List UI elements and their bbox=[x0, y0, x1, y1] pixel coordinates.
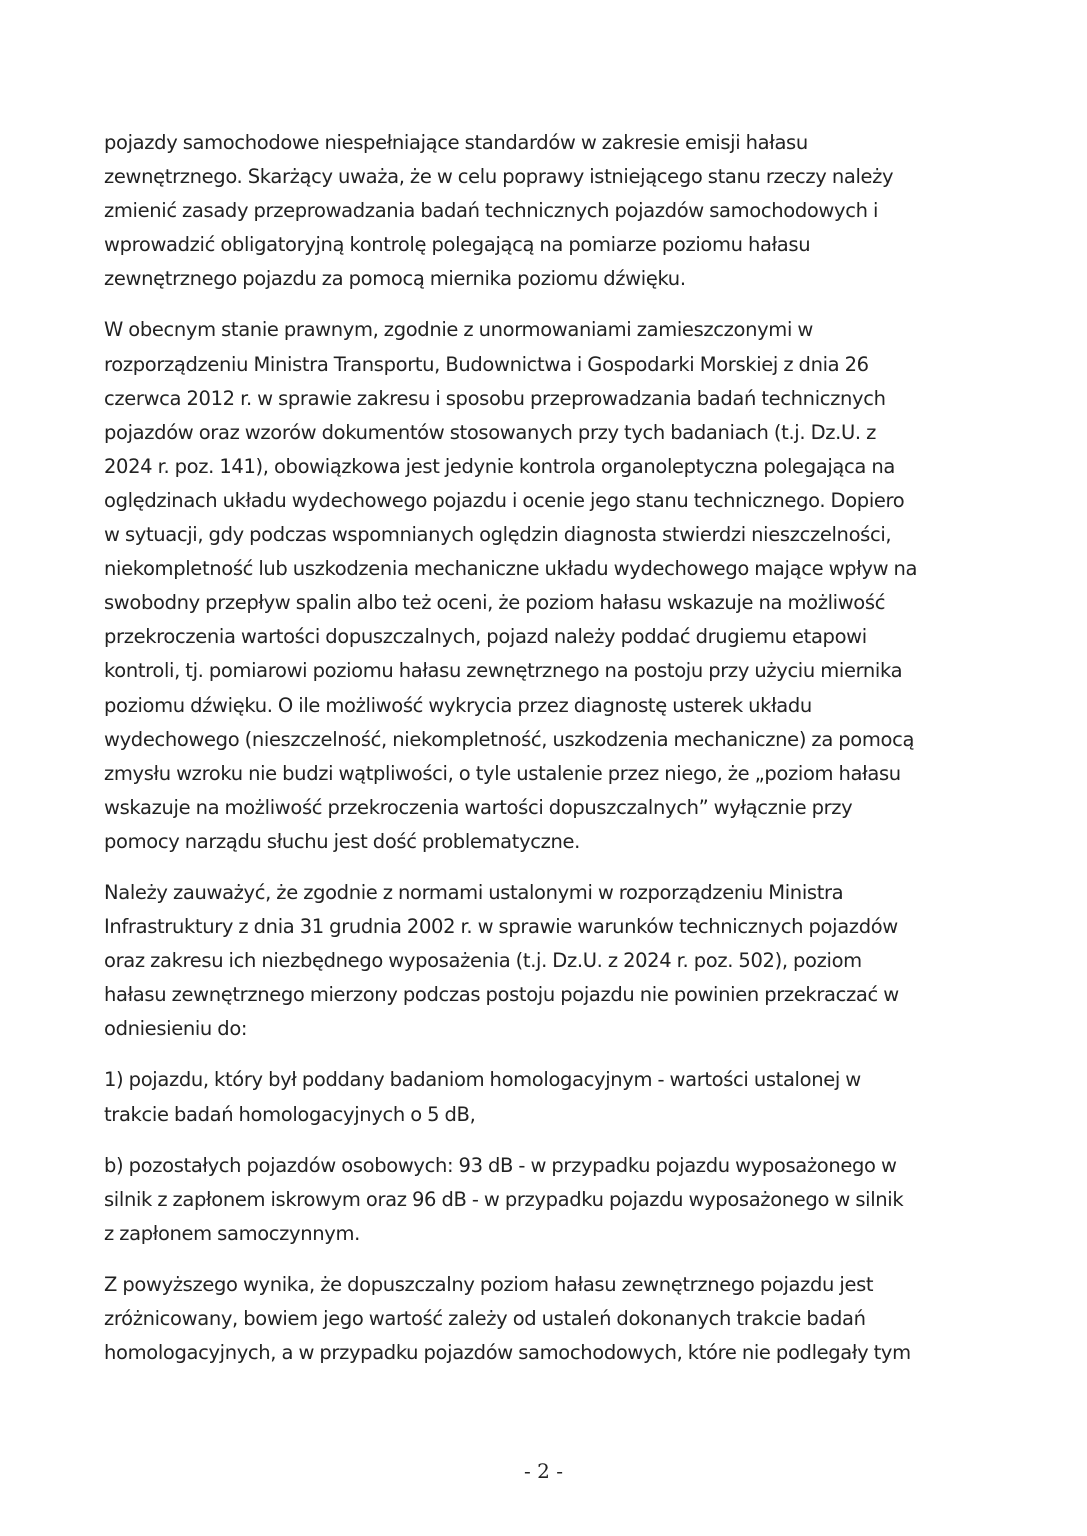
text-line: hałasu zewnętrznego mierzony podczas postoju pojazdu nie powinien przekraczać w bbox=[104, 983, 899, 1007]
text-line: Infrastruktury z dnia 31 grudnia 2002 r. w sprawie warunków technicznych pojazdów bbox=[104, 915, 898, 939]
text-line: odniesieniu do: bbox=[104, 1017, 248, 1041]
text-line: 1) pojazdu, który był poddany badaniom homologacyjnym - wartości ustalonej w bbox=[104, 1068, 861, 1092]
text-line: wprowadzić obligatoryjną kontrolę polegającą na pomiarze poziomu hałasu bbox=[104, 233, 811, 257]
text-line: silnik z zapłonem iskrowym oraz 96 dB - w przypadku pojazdu wyposażonego w silnik bbox=[104, 1187, 904, 1211]
text-line: pomocy narządu słuchu jest dość problematyczne. bbox=[104, 829, 581, 853]
text-line: pojazdów oraz wzorów dokumentów stosowanych przy tych badaniach (t.j. Dz.U. z bbox=[104, 420, 876, 444]
text-line: czerwca 2012 r. w sprawie zakresu i sposobu przeprowadzania badań technicznych bbox=[104, 386, 886, 410]
text-line: rozporządzeniu Ministra Transportu, Budownictwa i Gospodarki Morskiej z dnia 26 bbox=[104, 352, 869, 376]
text-line: wydechowego (nieszczelność, niekompletność, uszkodzenia mechaniczne) za pomocą bbox=[104, 727, 915, 751]
text-line: W obecnym stanie prawnym, zgodnie z unormowaniami zamieszczonymi w bbox=[104, 318, 813, 342]
text-line: wskazuje na możliwość przekroczenia wartości dopuszczalnych” wyłącznie przy bbox=[104, 795, 853, 819]
text-line: niekompletność lub uszkodzenia mechaniczne układu wydechowego mające wpływ na bbox=[104, 557, 918, 581]
paragraph bbox=[104, 1063, 984, 1131]
text-line: 2024 r. poz. 141), obowiązkowa jest jedynie kontrola organoleptyczna polegająca na bbox=[104, 454, 895, 478]
text-line: trakcie badań homologacyjnych o 5 dB, bbox=[104, 1102, 476, 1126]
text-line: b) pozostałych pojazdów osobowych: 93 dB - w przypadku pojazdu wyposażonego w bbox=[104, 1153, 897, 1177]
text-line: oraz zakresu ich niezbędnego wyposażenia (t.j. Dz.U. z 2024 r. poz. 502), poziom bbox=[104, 949, 862, 973]
paragraph bbox=[104, 1268, 984, 1370]
text-line: Z powyższego wynika, że dopuszczalny poziom hałasu zewnętrznego pojazdu jest bbox=[104, 1272, 874, 1296]
text-line: poziomu dźwięku. O ile możliwość wykrycia przez diagnostę usterek układu bbox=[104, 693, 812, 717]
text-line: zmysłu wzroku nie budzi wątpliwości, o tyle ustalenie przez niego, że „poziom hałasu bbox=[104, 761, 901, 785]
text-line: Należy zauważyć, że zgodnie z normami ustalonymi w rozporządzeniu Ministra bbox=[104, 880, 844, 904]
text-line: zewnętrznego pojazdu za pomocą miernika poziomu dźwięku. bbox=[104, 267, 686, 291]
text-line: oględzinach układu wydechowego pojazdu i ocenie jego stanu technicznego. Dopiero bbox=[104, 488, 905, 512]
paragraph bbox=[104, 876, 984, 1046]
text-line: kontroli, tj. pomiarowi poziomu hałasu zewnętrznego na postoju przy użyciu miernika bbox=[104, 659, 903, 683]
paragraph bbox=[104, 126, 984, 296]
page-number: - 2 - bbox=[524, 1459, 563, 1483]
text-line: zewnętrznego. Skarżący uważa, że w celu poprawy istniejącego stanu rzeczy należy bbox=[104, 165, 894, 189]
text-line: swobodny przepływ spalin albo też oceni, że poziom hałasu wskazuje na możliwość bbox=[104, 591, 886, 615]
document-body bbox=[104, 126, 984, 1387]
text-line: homologacyjnych, a w przypadku pojazdów samochodowych, które nie podlegały tym bbox=[104, 1341, 911, 1365]
text-line: pojazdy samochodowe niespełniające standardów w zakresie emisji hałasu bbox=[104, 131, 808, 154]
text-line: w sytuacji, gdy podczas wspomnianych oględzin diagnosta stwierdzi nieszczelności, bbox=[104, 523, 892, 547]
paragraph bbox=[104, 1149, 984, 1251]
text-line: zróżnicowany, bowiem jego wartość zależy od ustaleń dokonanych trakcie badań bbox=[104, 1307, 866, 1330]
paragraph bbox=[104, 313, 984, 859]
text-line: z zapłonem samoczynnym. bbox=[104, 1221, 360, 1245]
text-line: zmienić zasady przeprowadzania badań technicznych pojazdów samochodowych i bbox=[104, 199, 879, 223]
text-line: przekroczenia wartości dopuszczalnych, pojazd należy poddać drugiemu etapowi bbox=[104, 625, 867, 649]
